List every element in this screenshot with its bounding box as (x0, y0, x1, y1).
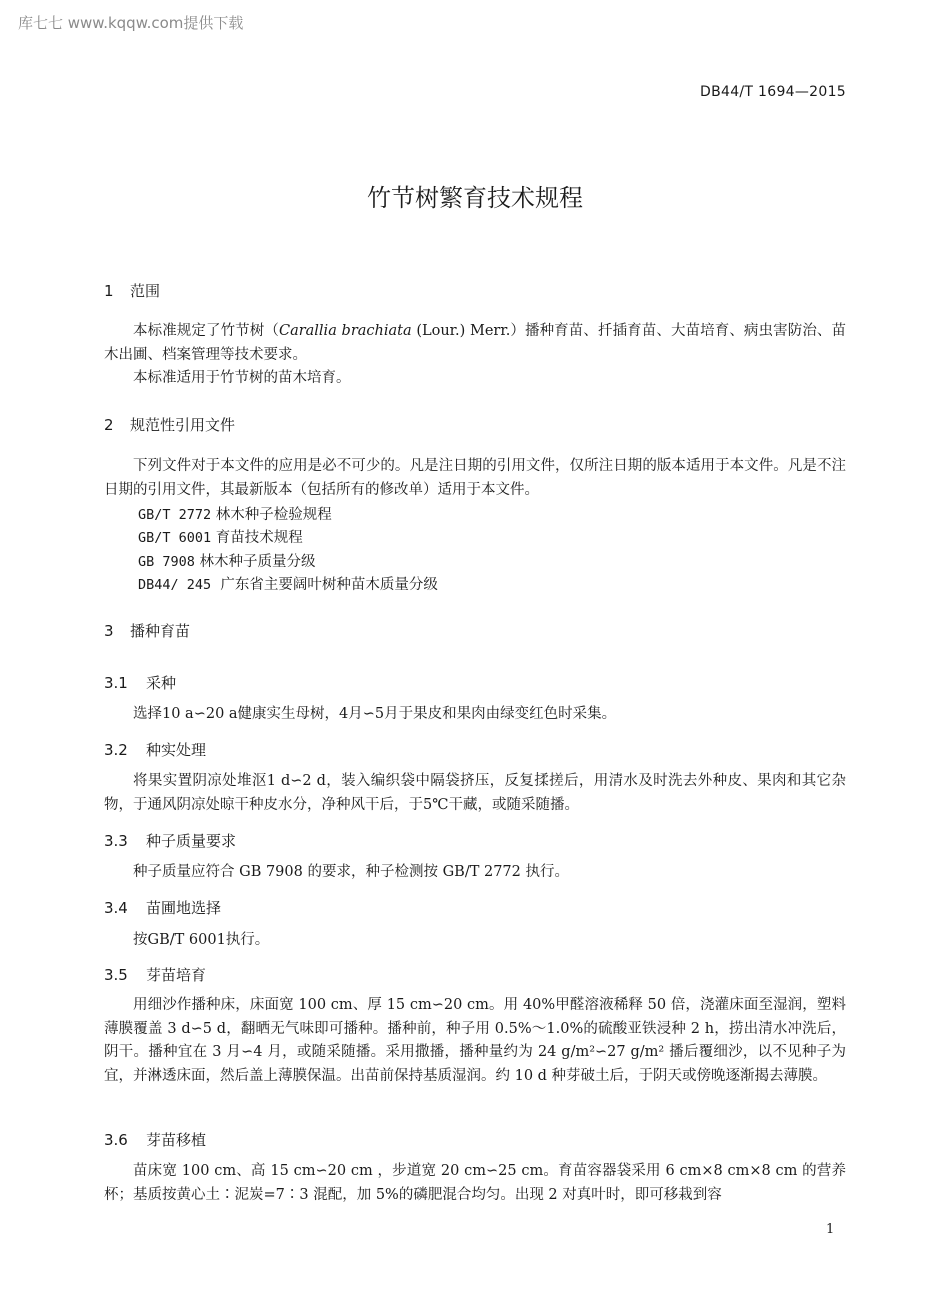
subsection-3-4-text: 按GB/T 6001执行。 (133, 932, 270, 948)
section-number: 3 (104, 622, 114, 640)
reference-name: 广东省主要阔叶树种苗木质量分级 (220, 577, 438, 593)
subsection-title: 芽苗培育 (146, 966, 207, 984)
reference-name: 林木种子检验规程 (215, 507, 332, 523)
text-run: (Lour.) Merr.）播种育苗、扦插育苗、大苗培育、病虫害防治、苗木出圃、档案管理等技术要求。 (104, 323, 847, 363)
subsection-number: 3.3 (104, 832, 128, 850)
subsection-3-4-heading (104, 897, 221, 918)
section-number: 1 (104, 282, 114, 300)
section-2-paragraph-1: 下列文件对于本文件的应用是必不可少的。凡是注日期的引用文件，仅所注日期的版本适用于本文件。凡是不注日期的引用文件，其最新版本（包括所有的修改单）适用于本文件。 (104, 458, 846, 498)
subsection-title: 芽苗移植 (146, 1131, 207, 1149)
reference-code: GB/T 2772 (138, 507, 212, 523)
subsection-3-6-heading (104, 1129, 206, 1150)
section-2-heading (104, 414, 235, 435)
subsection-number: 3.4 (104, 899, 128, 917)
subsection-number: 3.1 (104, 674, 128, 692)
reference-code: GB 7908 (138, 554, 195, 570)
subsection-3-2-heading (104, 739, 206, 760)
reference-item (138, 503, 332, 524)
reference-code: GB/T 6001 (138, 530, 212, 546)
page-title: 竹节树繁育技术规程 (367, 184, 583, 212)
subsection-number: 3.5 (104, 966, 128, 984)
watermark-text: 库七七 www.kqqw.com提供下载 (18, 14, 244, 32)
section-title: 规范性引用文件 (130, 416, 236, 434)
subsection-title: 种子质量要求 (146, 832, 237, 850)
section-title: 范围 (130, 282, 161, 300)
subsection-3-5-heading (104, 964, 206, 985)
subsection-title: 苗圃地选择 (146, 899, 222, 917)
reference-item (138, 550, 316, 571)
subsection-3-5-text: 用细沙作播种床，床面宽 100 cm、厚 15 cm∽20 cm。用 40%甲醛溶液稀释 50 倍，浇灌床面至湿润，塑料薄膜覆盖 3 d∽5 d，翻晒无气味即可播种。播种前，种子用 0.5%～1.0%的硫酸亚铁浸种 2 h，捞出清水冲洗后，阴干。播种宜在 3 月∽4 月，或随采随播。采用撒播，播种量约为 24 g/m²∽27 g/m² 播后覆细沙，以不见种子为宜，并淋透床面，然后盖上薄膜保温。出苗前保持基质湿润。约 10 d 种芽破土后，于阴天或傍晚逐渐揭去薄膜。 (104, 997, 846, 1084)
subsection-title: 采种 (146, 674, 177, 692)
section-1-paragraph-1 (104, 320, 846, 367)
subsection-3-2-text: 将果实置阴凉处堆沤1 d∽2 d，装入编织袋中隔袋挤压，反复揉搓后，用清水及时洗去外种皮、果肉和其它杂物，于通风阴凉处晾干种皮水分，净种风干后，于5℃干藏，或随采随播。 (104, 773, 846, 813)
subsection-3-3-text: 种子质量应符合 GB 7908 的要求，种子检测按 GB/T 2772 执行。 (133, 864, 569, 880)
reference-item (138, 526, 303, 547)
reference-code: DB44/ 245 (138, 577, 212, 593)
reference-name: 育苗技术规程 (215, 530, 303, 546)
section-1-paragraph-2: 本标准适用于竹节树的苗木培育。 (133, 370, 351, 386)
subsection-title: 种实处理 (146, 741, 207, 759)
text-run: 本标准规定了竹节树（ (133, 323, 279, 339)
subsection-3-1-text: 选择10 a∽20 a健康实生母树，4月∽5月于果皮和果肉由绿变红色时采集。 (133, 706, 617, 722)
subsection-3-6-text: 苗床宽 100 cm、高 15 cm∽20 cm ，步道宽 20 cm∽25 cm。育苗容器袋采用 6 cm×8 cm×8 cm 的营养杯；基质按黄心土∶泥炭=7∶3 混配，加 5%的磷肥混合均匀。出现 2 对真叶时，即可移栽到容 (104, 1163, 846, 1203)
page-number: 1 (826, 1222, 835, 1237)
section-number: 2 (104, 416, 114, 434)
section-3-heading (104, 620, 190, 641)
reference-item (138, 573, 438, 594)
subsection-number: 3.2 (104, 741, 128, 759)
reference-name: 林木种子质量分级 (199, 554, 316, 570)
section-1-heading (104, 280, 160, 301)
document-number: DB44/T 1694—2015 (700, 84, 846, 100)
subsection-3-3-heading (104, 830, 236, 851)
latin-name: Carallia brachiata (278, 323, 412, 339)
subsection-3-1-heading (104, 672, 176, 693)
section-title: 播种育苗 (130, 622, 191, 640)
subsection-number: 3.6 (104, 1131, 128, 1149)
